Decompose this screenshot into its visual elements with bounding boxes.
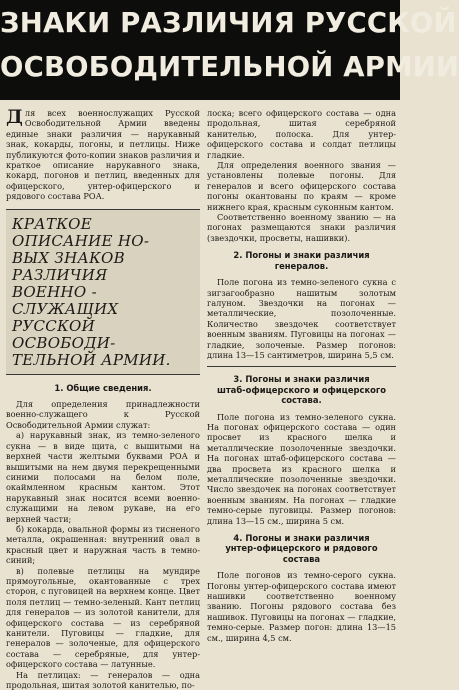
paragraph: Для определения принадлежности военно-служащего к Русской Освободительной Армии служат: [6,399,200,430]
paragraph: Поле погона из темно-зеленого сукна с зигзагообразно нашитым золотым галуном. Звездочки на погонах — металлические, позолоченные. Количество звездочек соответствует военным званиям. Пуговицы на погонах — гладкие, золоченые. Размер погонов: длина 13—15 сантиметров, ширина 5,5 см. [207,277,396,360]
banner-line: ВЫХ ЗНАКОВ РАЗЛИЧИЯ [12,248,125,284]
section-title-line: 4. Погоны и знаки различия [233,533,370,544]
paragraph: Для определения военного звания — установлены полевые погоны. Для генералов и всего офицерского состава погоны окантованы по краям — кроме нижнего края, красным суконным кантом. [207,160,396,212]
banner-line: КРАТКОЕ ОПИСАНИЕ НО- [12,214,150,250]
paragraph: а) нарукавный знак, из темно-зеленого сукна — в виде щита, с вышитыми на верхней части желтыми буквами РОА и вышитыми на нем двумя перекрещенными синими полосами на белом поле, окаймленном красным кантом. Этот нарукавный знак носится всеми военно-служащими на левом рукаве, на его верхней части; [6,430,200,524]
drop-cap: Д [6,106,23,128]
banner-line: ТЕЛЬНОЙ АРМИИ. [12,350,171,369]
section-4-title [207,533,396,564]
section-title-line: состава [282,553,321,564]
headline-line-1: ЗНАКИ РАЗЛИЧИЯ РУССКОЙ [0,7,457,39]
section-title-line: 3. Погоны и знаки различия [233,374,370,385]
paragraph: Поле погона из темно-зеленого сукна. На погонах офицерского состава — один просвет из красного шелка и металлические позолоченные звездочки. На погонах штаб-офицерского состава — два просвета из красного шелка и металлические позолоченные звездочки. Число звездочек на погонах соответствует военным званиям. На погонах — гладкие темно-серые пуговицы. Размер погонов: длина 13—15 см., ширина 5 см. [207,411,396,526]
paragraph: лоска; всего офицерского состава — одна продольная, шитая серебряной канителью, полоска. Для унтер-офицерского состава и солдат петлицы гладкие. [207,108,396,160]
intro-paragraph [6,108,200,202]
section-3-title [207,374,396,405]
section-title-line: 2. Погоны и знаки различия генералов. [233,250,370,271]
paragraph: На петлицах: — генералов — одна продольная, шитая золотой канителью, по- [6,669,200,690]
section-2-title [207,250,396,271]
headline-line-2: ОСВОБОДИТЕЛЬНОЙ АРМИИ [0,51,459,83]
banner-line: ВОЕННО - СЛУЖАЩИХ [12,282,119,318]
section-title-line: штаб-офицерского и офицерского [216,384,387,395]
paragraph: Соответственно военному званию — на погонах размещаются знаки различия (звездочки, просветы, нашивки). [207,212,396,243]
section-title-line: состава. [281,395,322,406]
paragraph: б) кокарда, овальной формы из тисненого металла, окрашенная: внутренний овал в красный цвет и наружная часть в темно-синий; [6,523,200,566]
masthead [0,0,459,100]
banner-line: РУССКОЙ ОСВОБОДИ- [12,316,116,352]
divider [207,366,396,367]
paragraph: в) полевые петлицы на мундире прямоугольные, окантованные с трех сторон, с пуговицей на верхнем конце. Цвет поля петлиц — темно-зеленый. Кант петлиц для генералов — из золотой канители, для офицерского состава — из серебряной канители. Пуговицы — гладкие, для генералов — золоченые, для офицерского состава — серебряные, для унтер-офицерского состава — латунные. [6,565,200,670]
intro-text: ля всех военнослужащих Русской Освободительной Армии введены единые знаки различия — нарукавный знак, кокарды, погоны, и петлицы. Ниже публикуются фото-копии знаков различия и краткое описание нарукавного знака, кокард, погонов и петлиц, введенных для офицерского, унтер-офицерского и рядового состава РОА. [6,108,200,202]
left-column [6,106,200,690]
subtitle-banner [6,209,200,375]
right-column [207,108,396,643]
section-1-title: 1. Общие сведения. [54,382,152,393]
section-title-line: унтер-офицерского и рядового [225,543,378,554]
paragraph: Поле погонов из темно-серого сукна. Погоны унтер-офицерского состава имеют нашивки соответственно военному званию. Погоны рядового состава без нашивок. Пуговицы на погонах — гладкие, темно-серые. Размер погон: длина 13—15 см., ширина 4,5 см. [207,570,396,643]
